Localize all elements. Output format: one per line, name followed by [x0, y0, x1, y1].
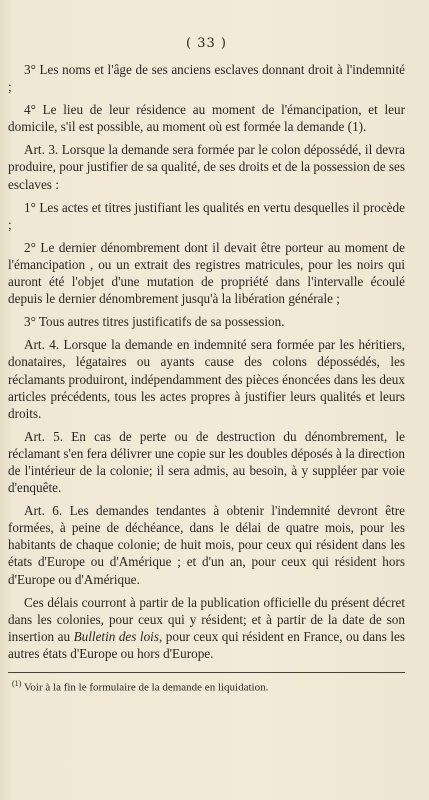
paragraph-item-4: 4° Le lieu de leur résidence au moment de l'émancipation, et leur domicile, s'il est possible, au moment où est formée la demande (1).	[8, 102, 405, 135]
paragraph-deadlines	[8, 594, 405, 662]
paragraph-art-3: Art. 3. Lorsque la demande sera formée par le colon dépossédé, il devra produire, pour justifier de sa qualité, de ses droits et de la possession de ses esclaves :	[8, 142, 406, 192]
footnote-text: Voir à la fin le formulaire de la demande en liquidation.	[23, 681, 269, 694]
paragraph-item-3: 3° Les noms et l'âge de ses anciens esclaves donnant droit à l'indemnité ;	[8, 62, 405, 95]
paragraph-art3-item-1: 1° Les actes et titres justifiant les qualités en vertu desquelles il procède ;	[8, 199, 405, 232]
footnote-rule	[8, 672, 405, 673]
paragraph-art3-item-3: 3° Tous autres titres justificatifs de sa possession.	[24, 314, 285, 330]
bulletin-des-lois-title: Bulletin des lois	[73, 628, 159, 644]
footnote	[12, 679, 405, 694]
body-text	[8, 61, 405, 662]
deadlines-text-after: , pour ceux qui résident en France, ou dans les autres états d'Europe ou hors d'Europe.	[8, 628, 405, 661]
paragraph-art-4: Art. 4. Lorsque la demande en indemnité sera formée par les héritiers, donataires, légataires ou ayants cause des colons dépossédés, les réclamants produiront, indépendamment des pièces énoncées dans les deux articles précédents, tous les actes propres à justifier leurs qualités et leurs droits.	[8, 337, 405, 421]
deadlines-text-before: Ces délais courront à partir de la publication officielle du présent décret dans les colonies, pour ceux qui y résident; et à partir de la date de son insertion au	[8, 594, 405, 644]
paragraph-art3-item-2: 2° Le dernier dénombrement dont il devait être porteur au moment de l'émancipation , ou un extrait des registres matricules, pour les noirs qui auront été l'objet d'une mutation de propriété dans l'intervalle écoulé depuis le dernier dénombrement jusqu'à la libération générale ;	[8, 239, 405, 307]
page-number: ( 33 )	[186, 36, 227, 51]
paragraph-art-5: Art. 5. En cas de perte ou de destruction du dénombrement, le réclamant s'en fera délivrer une copie sur les doubles déposés à la direction de l'intérieur de la colonie; il sera admis, au besoin, à y suppléer par voie d'enquête.	[8, 428, 405, 496]
footnote-marker: (1)	[12, 679, 22, 688]
paragraph-art-6: Art. 6. Les demandes tendantes à obtenir l'indemnité devront être formées, à peine de déchéance, dans le délai de quatre mois, pour les habitants de chaque colonie; de huit mois, pour ceux qui résident dans les états d'Europe ou d'Amérique ; et d'un an, pour ceux qui résident hors d'Europe ou d'Amérique.	[8, 503, 405, 587]
